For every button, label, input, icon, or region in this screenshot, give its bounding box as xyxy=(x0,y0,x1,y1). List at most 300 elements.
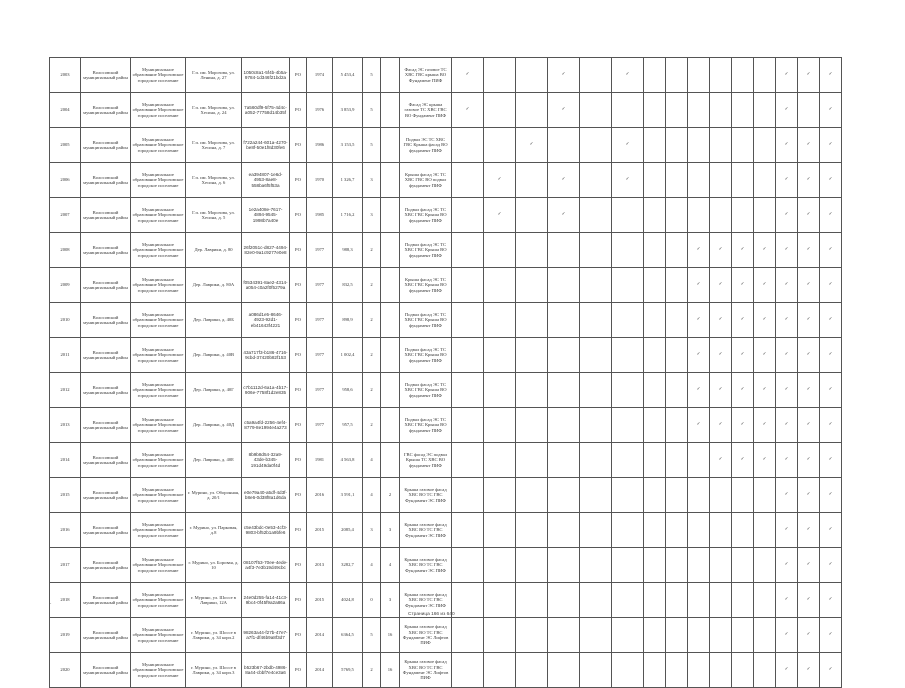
empty-cell xyxy=(516,233,548,268)
check-mark-icon: ✓ xyxy=(798,478,820,513)
settlement-cell: Муниципальное образование Морозовское городское поселение xyxy=(131,548,186,583)
district-cell: Волосовский муниципальный район xyxy=(81,583,131,618)
check-mark-icon: ✓ xyxy=(776,443,798,478)
empty-cell xyxy=(548,408,580,443)
empty-cell xyxy=(754,163,776,198)
empty-cell xyxy=(666,198,688,233)
settlement-cell: Муниципальное образование Морозовское городское поселение xyxy=(131,583,186,618)
address-cell: Г.п. им. Морозова, ул. Хесина, д. 6 xyxy=(186,163,242,198)
check-mark-icon: ✓ xyxy=(820,513,842,548)
empty-cell xyxy=(732,618,754,653)
guid-cell: 26f2051c-d827-4494-82e0-9a1c9277e0e8 xyxy=(242,233,290,268)
row-id: 2014 xyxy=(50,443,81,478)
guid-cell: 24e0d255-fa14-41c3-9bc4-0f45f9a2a86a xyxy=(242,583,290,618)
settlement-cell: Муниципальное образование Морозовское городское поселение xyxy=(131,58,186,93)
address-cell: г. Мурино, ул. Оборонная, д. 20/1 xyxy=(186,478,242,513)
empty-cell xyxy=(516,163,548,198)
area-cell: 3282,7 xyxy=(333,548,363,583)
empty-cell xyxy=(644,513,666,548)
floors-cell: 2 xyxy=(363,233,381,268)
check-mark-icon: ✓ xyxy=(754,443,776,478)
empty-cell xyxy=(732,478,754,513)
empty-cell xyxy=(452,128,484,163)
entrances-cell: 3 xyxy=(381,513,400,548)
empty-cell xyxy=(580,618,612,653)
type-cell: РО xyxy=(290,408,307,443)
check-mark-icon: ✓ xyxy=(776,338,798,373)
empty-cell xyxy=(484,653,516,688)
empty-cell xyxy=(612,548,644,583)
check-mark-icon: ✓ xyxy=(776,303,798,338)
empty-cell xyxy=(580,653,612,688)
floors-cell: 2 xyxy=(363,303,381,338)
check-mark-icon: ✓ xyxy=(798,513,820,548)
guid-cell: 8b9b8d54-32a9-43de-b345-191d49da0f4d xyxy=(242,443,290,478)
empty-cell xyxy=(612,198,644,233)
works-cell: Крыша газовое фасад ХВС ВО ТС ГВС Фундамент ЭС ПИФ xyxy=(400,583,452,618)
empty-cell xyxy=(688,478,710,513)
type-cell: РО xyxy=(290,548,307,583)
check-mark-icon: ✓ xyxy=(798,128,820,163)
year-cell: 2014 xyxy=(307,653,333,688)
empty-cell xyxy=(612,478,644,513)
guid-cell: 1050c8a1-5f4b-4b5a-9784-1d346f21bd2a xyxy=(242,58,290,93)
row-id: 2005 xyxy=(50,128,81,163)
empty-cell xyxy=(484,268,516,303)
empty-cell xyxy=(484,583,516,618)
empty-cell xyxy=(644,373,666,408)
empty-cell xyxy=(612,513,644,548)
empty-cell xyxy=(580,128,612,163)
type-cell: РО xyxy=(290,268,307,303)
empty-cell xyxy=(452,233,484,268)
check-mark-icon: ✓ xyxy=(776,198,798,233)
check-mark-icon: ✓ xyxy=(798,233,820,268)
floors-cell: 3 xyxy=(363,163,381,198)
row-id: 2013 xyxy=(50,408,81,443)
address-cell: Дер. Лаврики, д. 40В xyxy=(186,338,242,373)
settlement-cell: Муниципальное образование Морозовское городское поселение xyxy=(131,198,186,233)
empty-cell xyxy=(548,513,580,548)
empty-cell xyxy=(516,478,548,513)
empty-cell xyxy=(710,618,732,653)
empty-cell xyxy=(612,373,644,408)
type-cell: РО xyxy=(290,513,307,548)
settlement-cell: Муниципальное образование Морозовское городское поселение xyxy=(131,653,186,688)
works-cell: Подвал фасад ЭС ТС ХВС ГВС Крыша ВО фундамент ПИФ xyxy=(400,373,452,408)
empty-cell xyxy=(710,513,732,548)
empty-cell xyxy=(516,408,548,443)
check-mark-icon: ✓ xyxy=(820,58,842,93)
check-mark-icon: ✓ xyxy=(688,268,710,303)
row-id: 2018 xyxy=(50,583,81,618)
empty-cell xyxy=(688,618,710,653)
empty-cell xyxy=(666,618,688,653)
empty-cell xyxy=(666,303,688,338)
check-mark-icon: ✓ xyxy=(820,443,842,478)
check-mark-icon: ✓ xyxy=(754,303,776,338)
works-cell: Подвал фасад ЭС ТС ХВС ГВС Крыша ВО фундамент ПИФ xyxy=(400,338,452,373)
year-cell: 2015 xyxy=(307,513,333,548)
check-mark-icon: ✓ xyxy=(452,58,484,93)
row-id: 2006 xyxy=(50,163,81,198)
floors-cell: 4 xyxy=(363,443,381,478)
address-cell: г. Мурино, ул. Боровая, д. 10 xyxy=(186,548,242,583)
district-cell: Волосовский муниципальный район xyxy=(81,303,131,338)
check-mark-icon: ✓ xyxy=(732,338,754,373)
empty-cell xyxy=(666,443,688,478)
check-mark-icon: ✓ xyxy=(820,93,842,128)
entrances-cell xyxy=(381,233,400,268)
empty-cell xyxy=(732,583,754,618)
empty-cell xyxy=(666,128,688,163)
empty-cell xyxy=(732,58,754,93)
empty-cell xyxy=(666,513,688,548)
guid-cell: c5e43bdc-0e53-4cf3-9803-bf52b1a9bfe6 xyxy=(242,513,290,548)
check-mark-icon: ✓ xyxy=(776,583,798,618)
empty-cell xyxy=(688,58,710,93)
empty-cell xyxy=(452,163,484,198)
empty-cell xyxy=(754,198,776,233)
empty-cell xyxy=(666,408,688,443)
check-mark-icon: ✓ xyxy=(776,128,798,163)
entrances-cell xyxy=(381,198,400,233)
type-cell: РО xyxy=(290,373,307,408)
floors-cell: 0 xyxy=(363,583,381,618)
check-mark-icon: ✓ xyxy=(548,58,580,93)
address-cell: г. Мурино, ул. Шоссе в Лаврики, д. 34 корп.2 xyxy=(186,618,242,653)
address-cell: Дер. Лаврики, д. 40Г xyxy=(186,373,242,408)
check-mark-icon: ✓ xyxy=(710,303,732,338)
empty-cell xyxy=(688,443,710,478)
area-cell: 988,3 xyxy=(333,233,363,268)
type-cell: РО xyxy=(290,233,307,268)
entrances-cell xyxy=(381,163,400,198)
empty-cell xyxy=(644,198,666,233)
table-row xyxy=(50,58,842,93)
empty-cell xyxy=(612,338,644,373)
empty-cell xyxy=(732,198,754,233)
district-cell: Волосовский муниципальный район xyxy=(81,373,131,408)
empty-cell xyxy=(666,478,688,513)
check-mark-icon: ✓ xyxy=(798,653,820,688)
guid-cell: f722a244-601a-4270-be8f-50e1f8d30fe6 xyxy=(242,128,290,163)
empty-cell xyxy=(484,513,516,548)
empty-cell xyxy=(580,338,612,373)
row-id: 2011 xyxy=(50,338,81,373)
empty-cell xyxy=(710,93,732,128)
empty-cell xyxy=(548,338,580,373)
empty-cell xyxy=(612,408,644,443)
check-mark-icon: ✓ xyxy=(776,163,798,198)
district-cell: Волосовский муниципальный район xyxy=(81,653,131,688)
table-row xyxy=(50,653,842,688)
check-mark-icon: ✓ xyxy=(798,163,820,198)
empty-cell xyxy=(612,303,644,338)
empty-cell xyxy=(452,198,484,233)
empty-cell xyxy=(580,163,612,198)
table-row xyxy=(50,618,842,653)
entrances-cell: 2 xyxy=(381,478,400,513)
check-mark-icon: ✓ xyxy=(754,408,776,443)
empty-cell xyxy=(688,583,710,618)
empty-cell xyxy=(710,128,732,163)
area-cell: 3 853,9 xyxy=(333,93,363,128)
address-cell: Г.п. им. Морозова, ул. Хесина, д. 5 xyxy=(186,198,242,233)
guid-cell: 43a717f3-b186-4716-9cbd-37420b82f153 xyxy=(242,338,290,373)
address-cell: Г.п. им. Морозова, ул. Хесина, д. 7 xyxy=(186,128,242,163)
works-cell: Фасад ЭС крыша газовое ТС ХВС ГВС ВО Фундамент ПИФ xyxy=(400,93,452,128)
works-cell: Крыша фасад ЭС ТС ХВС ГВС Крыша ВО фундамент ПИФ xyxy=(400,268,452,303)
row-id: 2019 xyxy=(50,618,81,653)
empty-cell xyxy=(666,338,688,373)
area-cell: 4024,8 xyxy=(333,583,363,618)
row-id: 2008 xyxy=(50,233,81,268)
row-id: 2015 xyxy=(50,478,81,513)
check-mark-icon: ✓ xyxy=(754,338,776,373)
settlement-cell: Муниципальное образование Морозовское городское поселение xyxy=(131,478,186,513)
check-mark-icon: ✓ xyxy=(484,163,516,198)
settlement-cell: Муниципальное образование Морозовское городское поселение xyxy=(131,128,186,163)
empty-cell xyxy=(516,653,548,688)
entrances-cell: 16 xyxy=(381,618,400,653)
floors-cell: 2 xyxy=(363,408,381,443)
empty-cell xyxy=(580,93,612,128)
table-row xyxy=(50,198,842,233)
check-mark-icon: ✓ xyxy=(688,303,710,338)
empty-cell xyxy=(516,373,548,408)
check-mark-icon: ✓ xyxy=(548,163,580,198)
check-mark-icon: ✓ xyxy=(798,408,820,443)
floors-cell: 3 xyxy=(363,198,381,233)
empty-cell xyxy=(732,128,754,163)
empty-cell xyxy=(548,583,580,618)
settlement-cell: Муниципальное образование Морозовское городское поселение xyxy=(131,408,186,443)
check-mark-icon: ✓ xyxy=(820,548,842,583)
check-mark-icon: ✓ xyxy=(688,408,710,443)
empty-cell xyxy=(644,93,666,128)
area-cell: 6364,5 xyxy=(333,618,363,653)
empty-cell xyxy=(710,653,732,688)
empty-cell xyxy=(484,303,516,338)
check-mark-icon: ✓ xyxy=(710,268,732,303)
empty-cell xyxy=(516,303,548,338)
area-cell: 1 326,7 xyxy=(333,163,363,198)
address-cell: г. Мурино, ул. Парковая, д.8 xyxy=(186,513,242,548)
address-cell: Дер. Лаврики, д. 40Б xyxy=(186,303,242,338)
empty-cell xyxy=(754,93,776,128)
check-mark-icon: ✓ xyxy=(820,373,842,408)
guid-cell: c5a9a4fd-2256-4ef4-8779-8e1994e4a273 xyxy=(242,408,290,443)
check-mark-icon: ✓ xyxy=(710,443,732,478)
table-row xyxy=(50,373,842,408)
works-cell: Подвал фасад ЭС ТС ХВС ГВС Крыша ВО фундамент ПИФ xyxy=(400,408,452,443)
guid-cell: ea394807-1e6d-4953-8ae8-558ba6f5f53a xyxy=(242,163,290,198)
empty-cell xyxy=(754,128,776,163)
type-cell: РО xyxy=(290,443,307,478)
settlement-cell: Муниципальное образование Морозовское городское поселение xyxy=(131,443,186,478)
empty-cell xyxy=(710,163,732,198)
settlement-cell: Муниципальное образование Морозовское городское поселение xyxy=(131,233,186,268)
settlement-cell: Муниципальное образование Морозовское городское поселение xyxy=(131,618,186,653)
entrances-cell xyxy=(381,373,400,408)
year-cell: 1977 xyxy=(307,303,333,338)
guid-cell: 08107f53-70ee-4ede-a4f3-7e3b19d49cbc xyxy=(242,548,290,583)
guid-cell: a086d1e5-8646-4923-92d1-eb41643f4221 xyxy=(242,303,290,338)
empty-cell xyxy=(732,548,754,583)
type-cell: РО xyxy=(290,583,307,618)
empty-cell xyxy=(548,618,580,653)
empty-cell xyxy=(548,548,580,583)
empty-cell xyxy=(644,443,666,478)
entrances-cell xyxy=(381,303,400,338)
type-cell: РО xyxy=(290,58,307,93)
empty-cell xyxy=(548,478,580,513)
table-row xyxy=(50,338,842,373)
empty-cell xyxy=(688,163,710,198)
works-cell: Подвал фасад ЭС ТС ХВС ГВС Крыша ВО фундамент ПИФ xyxy=(400,233,452,268)
settlement-cell: Муниципальное образование Морозовское городское поселение xyxy=(131,513,186,548)
area-cell: 3 591,1 xyxy=(333,478,363,513)
area-cell: 832,5 xyxy=(333,268,363,303)
empty-cell xyxy=(580,478,612,513)
check-mark-icon: ✓ xyxy=(776,268,798,303)
empty-cell xyxy=(688,653,710,688)
empty-cell xyxy=(644,408,666,443)
check-mark-icon: ✓ xyxy=(798,618,820,653)
check-mark-icon: ✓ xyxy=(820,233,842,268)
check-mark-icon: ✓ xyxy=(798,443,820,478)
guid-cell: b523b67-2bdb-4986-8a44-cbbf7e4ce3a6 xyxy=(242,653,290,688)
empty-cell xyxy=(612,653,644,688)
district-cell: Волосовский муниципальный район xyxy=(81,443,131,478)
empty-cell xyxy=(484,58,516,93)
check-mark-icon: ✓ xyxy=(776,58,798,93)
check-mark-icon: ✓ xyxy=(776,233,798,268)
check-mark-icon: ✓ xyxy=(688,338,710,373)
area-cell: 5 453,4 xyxy=(333,58,363,93)
empty-cell xyxy=(452,303,484,338)
check-mark-icon: ✓ xyxy=(732,373,754,408)
check-mark-icon: ✓ xyxy=(732,303,754,338)
check-mark-icon: ✓ xyxy=(710,408,732,443)
empty-cell xyxy=(452,373,484,408)
check-mark-icon: ✓ xyxy=(516,128,548,163)
empty-cell xyxy=(516,198,548,233)
type-cell: РО xyxy=(290,128,307,163)
check-mark-icon: ✓ xyxy=(776,513,798,548)
works-cell: Крыша газовое фасад ХВС ВО ТС ГВС Фундамент ЭС ПИФ xyxy=(400,548,452,583)
empty-cell xyxy=(516,618,548,653)
check-mark-icon: ✓ xyxy=(798,198,820,233)
row-id: 2003 xyxy=(50,58,81,93)
empty-cell xyxy=(666,268,688,303)
check-mark-icon: ✓ xyxy=(612,58,644,93)
guid-cell: e0e79a40-a5df-4d3f-b8e6-0d38f8a1d6da xyxy=(242,478,290,513)
area-cell: 898,9 xyxy=(333,303,363,338)
empty-cell xyxy=(484,548,516,583)
empty-cell xyxy=(688,513,710,548)
empty-cell xyxy=(452,583,484,618)
check-mark-icon: ✓ xyxy=(798,268,820,303)
empty-cell xyxy=(580,548,612,583)
check-mark-icon: ✓ xyxy=(776,618,798,653)
district-cell: Волосовский муниципальный район xyxy=(81,268,131,303)
check-mark-icon: ✓ xyxy=(820,198,842,233)
works-cell: Крыша газовое фасад ХВС ВО ТС ГВС Фундамент ЭС Лифтов ПИФ xyxy=(400,618,452,653)
address-cell: г. Мурино, ул. Шоссе в Лаврики, д. 34 корп.3 xyxy=(186,653,242,688)
guid-cell: 98263a44-f27b-47e7-a7f1-df46b9a8f3d7 xyxy=(242,618,290,653)
empty-cell xyxy=(548,128,580,163)
check-mark-icon: ✓ xyxy=(798,303,820,338)
empty-cell xyxy=(484,373,516,408)
type-cell: РО xyxy=(290,303,307,338)
check-mark-icon: ✓ xyxy=(798,373,820,408)
empty-cell xyxy=(644,653,666,688)
empty-cell xyxy=(452,548,484,583)
check-mark-icon: ✓ xyxy=(820,303,842,338)
works-cell: Подвал фасад ЭС ТС ХВС ГВС Крыша ВО фундамент ПИФ xyxy=(400,303,452,338)
floors-cell: 5 xyxy=(363,58,381,93)
empty-cell xyxy=(612,583,644,618)
empty-cell xyxy=(612,443,644,478)
empty-cell xyxy=(754,478,776,513)
year-cell: 1977 xyxy=(307,338,333,373)
entrances-cell xyxy=(381,93,400,128)
year-cell: 2016 xyxy=(307,478,333,513)
check-mark-icon: ✓ xyxy=(820,618,842,653)
check-mark-icon: ✓ xyxy=(710,233,732,268)
empty-cell xyxy=(516,583,548,618)
empty-cell xyxy=(580,198,612,233)
empty-cell xyxy=(580,513,612,548)
empty-cell xyxy=(484,408,516,443)
district-cell: Волосовский муниципальный район xyxy=(81,198,131,233)
empty-cell xyxy=(754,583,776,618)
district-cell: Волосовский муниципальный район xyxy=(81,233,131,268)
empty-cell xyxy=(452,408,484,443)
check-mark-icon: ✓ xyxy=(820,338,842,373)
empty-cell xyxy=(484,233,516,268)
empty-cell xyxy=(754,58,776,93)
area-cell: 3 153,5 xyxy=(333,128,363,163)
floors-cell: 4 xyxy=(363,548,381,583)
empty-cell xyxy=(580,373,612,408)
table-row xyxy=(50,303,842,338)
area-cell: 1 002,4 xyxy=(333,338,363,373)
address-cell: Г.п. им. Морозова, ул. Ленина, д. 27 xyxy=(186,58,242,93)
settlement-cell: Муниципальное образование Морозовское городское поселение xyxy=(131,93,186,128)
entrances-cell: 4 xyxy=(381,548,400,583)
works-cell: Крыша фасад ЭС ТС ХВС ГВС ВО подвал фундамент ПИФ xyxy=(400,163,452,198)
year-cell: 2013 xyxy=(307,548,333,583)
entrances-cell: 3 xyxy=(381,583,400,618)
check-mark-icon: ✓ xyxy=(548,93,580,128)
works-cell: Подвал ЭС ТС ХВС ГВС Крыша фасад ВО фундамент ПИФ xyxy=(400,128,452,163)
empty-cell xyxy=(666,93,688,128)
empty-cell xyxy=(754,513,776,548)
settlement-cell: Муниципальное образование Морозовское городское поселение xyxy=(131,338,186,373)
registry-table xyxy=(49,57,842,688)
check-mark-icon: ✓ xyxy=(548,198,580,233)
guid-cell: 1e2a408e-7617-4894-9545-1998b7a40e xyxy=(242,198,290,233)
district-cell: Волосовский муниципальный район xyxy=(81,58,131,93)
empty-cell xyxy=(484,618,516,653)
district-cell: Волосовский муниципальный район xyxy=(81,163,131,198)
empty-cell xyxy=(612,93,644,128)
check-mark-icon: ✓ xyxy=(754,268,776,303)
row-id: 2004 xyxy=(50,93,81,128)
